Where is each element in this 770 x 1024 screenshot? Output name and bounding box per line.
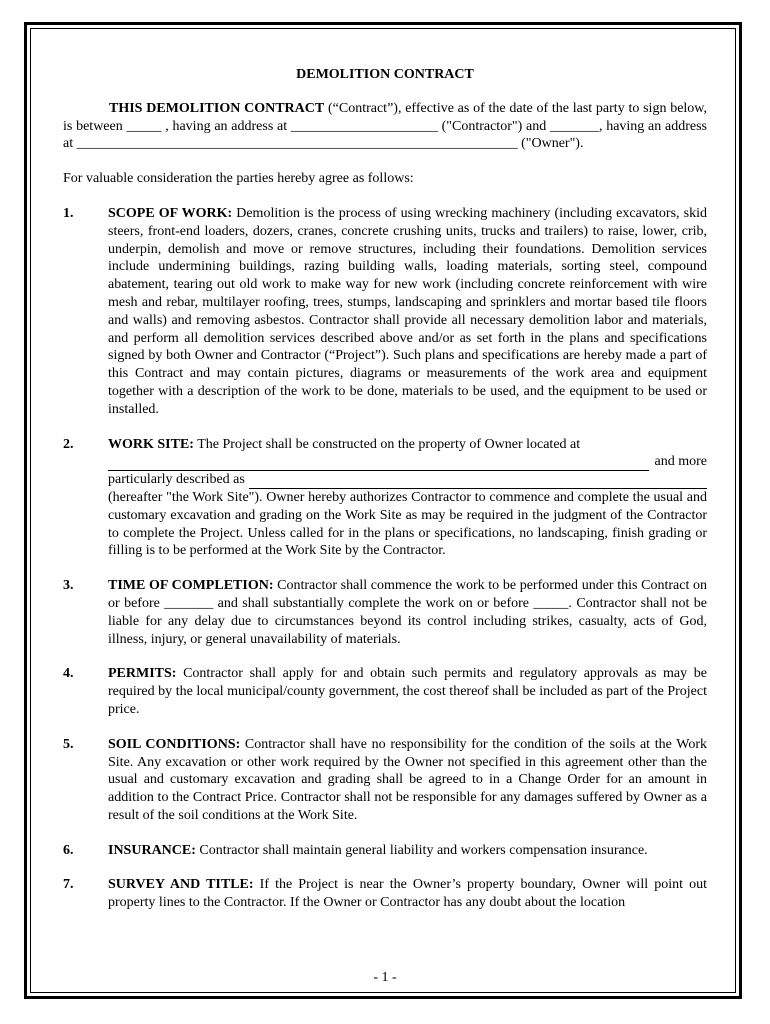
- document-title: DEMOLITION CONTRACT: [296, 67, 474, 82]
- section-heading: SOIL CONDITIONS:: [108, 736, 241, 752]
- section-heading: WORK SITE:: [108, 436, 194, 452]
- intro-paragraph: [63, 100, 707, 153]
- section-time-of-completion: [63, 577, 707, 648]
- section-number: 5.: [63, 736, 74, 752]
- section-text-b: and more: [654, 454, 707, 470]
- intro-text: (“Contract”), effective as of the date of the last party to sign below, is between _____ , having an address at _____________________ ("Contractor") and _______, having an address at _______________________________________________________________ ("Owner").: [63, 100, 708, 152]
- section-survey-and-title: [63, 876, 707, 912]
- blank-line[interactable]: [108, 457, 649, 471]
- section-scope-of-work: [63, 205, 707, 419]
- section-text: Contractor shall commence the work to be performed under this Contract on or before _______ and shall substantially complete the work on or before _____. Contractor shall not be liable for any delay due to circumstances beyond its control including strikes, casualty, acts of God, illness, injury, or general unavailability of materials.: [108, 578, 707, 647]
- page-number: - 1 -: [373, 970, 397, 985]
- section-work-site: [63, 436, 707, 561]
- section-heading: INSURANCE:: [108, 842, 196, 858]
- section-number: 3.: [63, 578, 74, 594]
- section-text: Contractor shall maintain general liability and workers compensation insurance.: [195, 842, 648, 858]
- section-number: 1.: [63, 205, 74, 221]
- section-text-d: (hereafter "the Work Site"). Owner hereby authorizes Contractor to commence and complete the usual and customary excavation and grading on the Work Site as may be required in the judgment of the Contractor to complete the Project. Unless called for in the plans or specifications, no landscaping, finish grading or filling is to be performed at the Work Site by the Contractor.: [108, 489, 707, 559]
- section-number: 7.: [63, 877, 74, 893]
- section-permits: [63, 665, 707, 718]
- section-number: 6.: [63, 842, 74, 858]
- section-text-c: particularly described as: [108, 472, 245, 488]
- section-heading: SCOPE OF WORK:: [108, 205, 233, 221]
- section-soil-conditions: [63, 736, 707, 825]
- section-text: Demolition is the process of using wrecking machinery (including excavators, skid steers, front-end loaders, dozers, cranes, concrete crushing units, trucks and trailers) to raise, lower, crib, underpin, demolish and move or remove structures, including their foundations. Demolition services include undermining buildings, razing building walls, loading materials, sorting steel, compound abatement, tearing out old work to make way for new work (including concrete reinforcement with wire mesh and rebar, multilayer roofing, trees, stumps, landscaping and sprinklers and mortar based tile floors and walls) and removing asbestos. Contractor shall provide all necessary demolition labor and materials, and perform all demolition services described above and/or as set forth in the plans and specifications signed by both Owner and Contractor (“Project”). Such plans and specifications are hereby made a part of this Contract and may contain pictures, diagrams or measurements of the work area and equipment together with a description of the work to be done, materials to be used, and the equipment to be used or installed.: [108, 205, 707, 417]
- section-number: 4.: [63, 666, 74, 682]
- section-insurance: [63, 842, 707, 860]
- section-heading: TIME OF COMPLETION:: [108, 578, 274, 594]
- section-number: 2.: [63, 436, 74, 452]
- address-line: [108, 453, 707, 471]
- section-text: If the Project is near the Owner’s property boundary, Owner will point out property lines to the Contractor. If the Owner or Contractor has any doubt about the location: [108, 877, 707, 911]
- section-text: Contractor shall have no responsibility for the condition of the soils at the Work Site. Any excavation or other work required by the Owner not specified in this agreement other than the usual and customary excavation and grading shall be agreed to in a Change Order for an amount in addition to the Contract Price. Contractor shall not be responsible for any damages suffered by Owner as a result of the soil conditions at the Work Site.: [108, 736, 708, 823]
- blank-line[interactable]: [249, 475, 707, 489]
- description-line: [108, 471, 707, 489]
- consideration-paragraph: For valuable consideration the parties hereby agree as follows:: [63, 171, 414, 187]
- section-heading: SURVEY AND TITLE:: [108, 877, 254, 893]
- section-heading: PERMITS:: [108, 666, 177, 682]
- section-text-a: The Project shall be constructed on the property of Owner located at: [193, 436, 581, 452]
- document-page: [63, 66, 707, 929]
- section-text: Contractor shall apply for and obtain such permits and regulatory approvals as may be required by the local municipal/county government, the cost thereof shall be included as part of the Project price.: [108, 666, 707, 717]
- intro-bold: THIS DEMOLITION CONTRACT: [109, 100, 325, 116]
